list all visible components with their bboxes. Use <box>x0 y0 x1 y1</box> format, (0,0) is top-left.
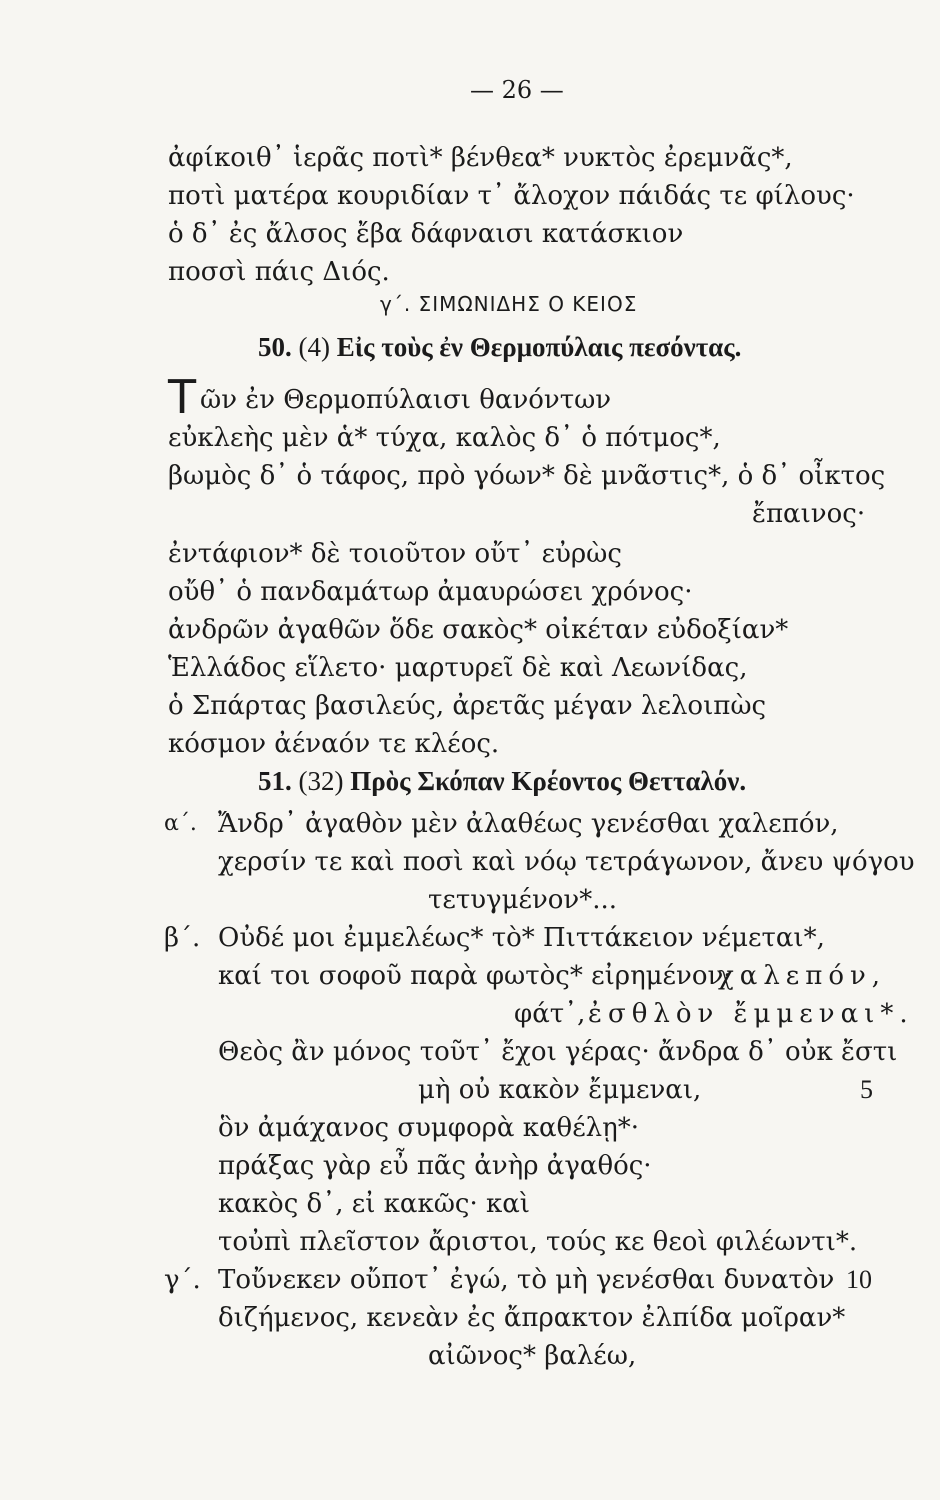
text-line: τετυγμένον*... <box>428 885 618 915</box>
text-line: Ἄνδρ᾽ ἀγαθὸν μὲν ἀλαθέως γενέσθαι χαλεπόν, <box>218 809 839 839</box>
drop-cap: Τ <box>168 370 197 424</box>
poem-title <box>258 332 741 363</box>
text-line: ποτὶ ματέρα κουριδίαν τ᾽ ἄλοχον πάιδάς τε φίλους· <box>168 181 855 211</box>
text-line: ῶν ἐν Θερμοπύλαισι θανόντων <box>200 385 612 415</box>
text-line: διζήμενος, κενεὰν ἐς ἄπρακτον ἐλπίδα μοῖραν* <box>218 1303 846 1333</box>
text-line: τοὐπὶ πλεῖστον ἄριστοι, τούς κε θεοὶ φιλέωντι*. <box>218 1227 858 1257</box>
text-line: εὐκλεὴς μὲν ἁ* τύχα, καλὸς δ᾽ ὁ πότμος*, <box>168 423 721 453</box>
text-line: χερσίν τε καὶ ποσὶ καὶ νόῳ τετράγωνον, ἄνευ ψόγου <box>218 847 915 877</box>
poem-title <box>258 766 746 797</box>
text-line: πράξας γὰρ εὖ πᾶς ἀνὴρ ἀγαθός· <box>218 1151 652 1181</box>
poem-number: 51. <box>258 766 292 796</box>
text-line: ἀφίκοιθ᾽ ἱερᾶς ποτὶ* βένθεα* νυκτὸς ἐρεμνᾶς*, <box>168 143 793 173</box>
text-line: κακὸς δ᾽, εἰ κακῶς· καὶ <box>218 1189 530 1219</box>
text-line-spaced: ἐσθλὸν ἔμμεναι*. <box>588 999 914 1029</box>
text-line: Ἑλλάδος εἵλετο· μαρτυρεῖ δὲ καὶ Λεωνίδας, <box>168 653 748 683</box>
poem-number: 50. <box>258 332 292 362</box>
page-number: — 26 — <box>470 76 564 104</box>
poem-title-text: Πρὸς Σκόπαν Κρέοντος Θετταλόν. <box>350 766 747 796</box>
strophe-label: β΄. <box>164 923 201 953</box>
text-line: φάτ᾽, <box>514 999 586 1029</box>
text-line-spaced: χαλεπόν, <box>718 961 887 991</box>
poem-source: (4) <box>298 332 330 362</box>
text-line: βωμὸς δ᾽ ὁ τάφος, πρὸ γόων* δὲ μνᾶστις*, ὁ δ᾽ οἶκτος <box>168 461 886 491</box>
text-line: Θεὸς ἂν μόνος τοῦτ᾽ ἔχοι γέρας· ἄνδρα δ᾽ οὐκ ἔστι <box>218 1037 898 1067</box>
poem-title-text: Εἰς τοὺς ἐν Θερμοπύλαις πεσόντας. <box>336 332 742 362</box>
text-line: οὔθ᾽ ὁ πανδαμάτωρ ἀμαυρώσει χρόνος· <box>168 577 693 607</box>
text-line: αἰῶνος* βαλέω, <box>428 1341 637 1371</box>
text-line: Τοὔνεκεν οὔποτ᾽ ἐγώ, τὸ μὴ γενέσθαι δυνατὸν <box>218 1265 835 1295</box>
text-line: ὁ δ᾽ ἐς ἄλσος ἔβα δάφναισι κατάσκιον <box>168 219 684 249</box>
text-line: ἀνδρῶν ἀγαθῶν ὅδε σακὸς* οἰκέταν εὐδοξίαν* <box>168 615 789 645</box>
text-line: ὃν ἀμάχανος συμφορὰ καθέλῃ*· <box>218 1113 640 1143</box>
text-line: ποσσὶ πάις Διός. <box>168 257 390 287</box>
text-line: Οὐδέ μοι ἐμμελέως* τὸ* Πιττάκειον νέμεται*, <box>218 923 825 953</box>
text-line: ἐντάφιον* δὲ τοιοῦτον οὔτ᾽ εὐρὼς <box>168 539 622 569</box>
text-line: ὁ Σπάρτας βασιλεύς, ἀρετᾶς μέγαν λελοιπὼς <box>168 691 767 721</box>
line-number: 5 <box>860 1075 873 1104</box>
strophe-label: α΄. <box>164 811 197 836</box>
text-line: ἔπαινος· <box>752 499 866 529</box>
text-line: μὴ οὐ κακὸν ἔμμεναι, <box>418 1075 702 1105</box>
text-line: καί τοι σοφοῦ παρὰ φωτὸς* εἰρημένον· <box>218 961 732 991</box>
text-line: κόσμον ἀέναόν τε κλέος. <box>168 729 500 759</box>
line-number: 10 <box>846 1265 872 1294</box>
poem-source: (32) <box>298 766 344 796</box>
section-heading: γ΄. ΣΙΜΩΝΙΔΗΣ Ο ΚΕΙΟΣ <box>380 292 638 316</box>
strophe-label: γ΄. <box>164 1265 201 1295</box>
